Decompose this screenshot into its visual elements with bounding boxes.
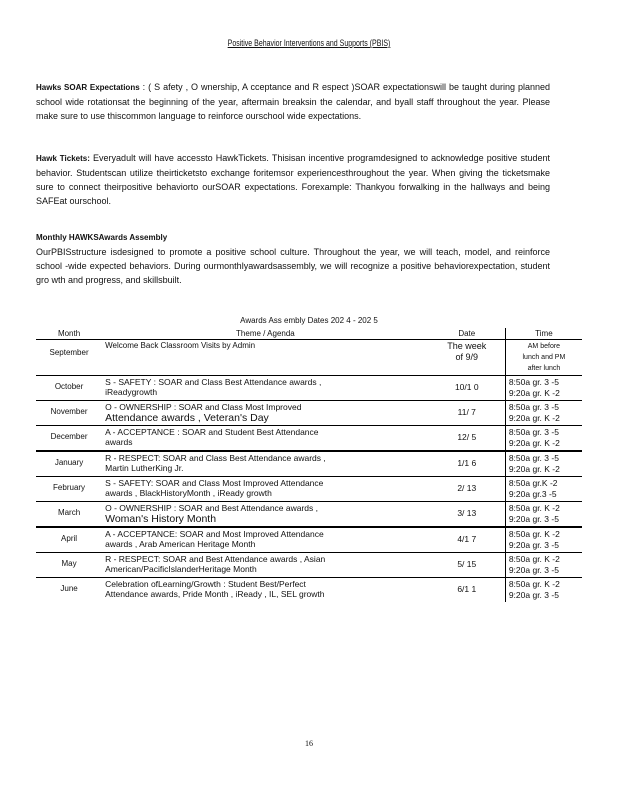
- month-cell: October: [36, 376, 102, 401]
- month-cell: June: [36, 578, 102, 603]
- time-line: 8:50a gr. K -2: [508, 503, 560, 513]
- tickets-text: Everyadult will have accessto HawkTickets. Thisisan incentive programdesigned to acknowledge positive student behavior. Studentscan utilize theirticketsto exchange foritemsor experiencesthroughout the year. When giving the ticketsmake sure to connect theirpositive behaviorto ourSOAR expectations. Forexample: Thankyou forwalking in the hallways and being SAFEat ourschool.: [36, 153, 550, 206]
- theme-line: S - SAFETY: SOAR and Class Most Improved Attendance: [105, 478, 324, 488]
- time-line: 9:20a gr. K -2: [508, 388, 560, 398]
- time-cell: [505, 376, 582, 401]
- expectations-paragraph: [36, 80, 550, 123]
- time-line: 8:50a gr.K -2: [508, 478, 558, 488]
- time-line: 9:20a gr. 3 -5: [508, 514, 559, 524]
- month-cell: February: [36, 477, 102, 502]
- time-line: 9:20a gr. K -2: [508, 413, 560, 423]
- time-cell: [505, 401, 582, 426]
- theme-line: awards , Arab American Heritage Month: [105, 539, 256, 549]
- month-cell: November: [36, 401, 102, 426]
- theme-line: R - RESPECT: SOAR and Class Best Attendance awards ,: [105, 453, 326, 463]
- theme-cell: [102, 553, 429, 578]
- theme-line: American/PacificIslanderHeritage Month: [105, 564, 257, 574]
- expectations-label: Hawks SOAR Expectations: [36, 83, 140, 92]
- theme-cell: [102, 477, 429, 502]
- theme-line: A - ACCEPTANCE: SOAR and Most Improved Attendance: [105, 529, 324, 539]
- table-row: [36, 578, 582, 603]
- date-cell: 6/1 1: [429, 578, 506, 603]
- time-line: 9:20a gr. 3 -5: [508, 565, 559, 575]
- theme-line: awards , BlackHistoryMonth , iReady growth: [105, 488, 272, 498]
- theme-line: Attendance awards, Pride Month , iReady , IL, SEL growth: [105, 589, 325, 599]
- table-row: [36, 426, 582, 452]
- theme-cell: [102, 578, 429, 603]
- header-month: Month: [36, 328, 102, 340]
- table-row: [36, 553, 582, 578]
- table-row: [36, 340, 582, 376]
- time-cell: [505, 578, 582, 603]
- theme-line: iReadygrowth: [105, 387, 158, 397]
- date-cell: 4/1 7: [429, 527, 506, 553]
- date-cell: 5/ 15: [429, 553, 506, 578]
- expectations-text: : ( S afety , O wnership, A cceptance and R espect )SOAR expectationswill be taught during planned school wide rotationsat the beginning of the year, aftermain breaksin the calendar, and byall staff throughout the year. Please make sure to use thiscommon language to reinforce ourschool wide expectations.: [36, 82, 550, 121]
- theme-line: R - RESPECT: SOAR and Best Attendance awards , Asian: [105, 554, 326, 564]
- table-title: Awards Ass embly Dates 202 4 - 202 5: [240, 316, 378, 325]
- time-cell: [505, 426, 582, 452]
- tickets-paragraph: [36, 151, 550, 208]
- date-cell: 3/ 13: [429, 502, 506, 528]
- theme-line: A - ACCEPTANCE : SOAR and Student Best Attendance: [105, 427, 319, 437]
- theme-cell: [102, 426, 429, 452]
- time-line: 9:20a gr.3 -5: [508, 489, 557, 499]
- page-number: 16: [305, 739, 313, 748]
- page-title: Positive Behavior Interventions and Supports (PBIS): [227, 38, 391, 48]
- date-cell: 12/ 5: [429, 426, 506, 452]
- date-line: The week: [447, 341, 487, 351]
- date-cell: [429, 340, 506, 376]
- theme-cell: Welcome Back Classroom Visits by Admin: [105, 341, 256, 350]
- assembly-text: OurPBISstructure isdesigned to promote a positive school culture. Throughout the year, we will teach, model, and reinforce school -wide expected behaviors. During ourmonthlyawardsassembly, we will recognize a positive behaviorexpectation, student gro wth and progress, and skillsbuilt.: [36, 247, 550, 285]
- time-cell: [505, 451, 582, 477]
- time-line: 8:50a gr. 3 -5: [508, 453, 559, 463]
- table-row: [36, 376, 582, 401]
- assembly-label: Monthly HAWKSAwards Assembly: [36, 233, 168, 242]
- month-cell: March: [36, 502, 102, 528]
- time-cell: [505, 477, 582, 502]
- time-line: 8:50a gr. K -2: [508, 529, 560, 539]
- theme-cell: [102, 451, 429, 477]
- time-line: 9:20a gr. 3 -5: [508, 590, 559, 600]
- header-time: Time: [505, 328, 582, 340]
- theme-line: Celebration ofLearning/Growth : Student Best/Perfect: [105, 579, 306, 589]
- time-cell: [505, 340, 582, 376]
- time-line: lunch and PM: [522, 354, 566, 361]
- time-line: 9:20a gr. K -2: [508, 438, 560, 448]
- table-row: [36, 527, 582, 553]
- theme-cell: [102, 502, 429, 528]
- month-cell: December: [36, 426, 102, 452]
- theme-line: Woman's History Month: [105, 513, 217, 525]
- date-cell: 11/ 7: [429, 401, 506, 426]
- theme-line: Martin LutherKing Jr.: [105, 463, 184, 473]
- assembly-dates-table: [36, 328, 582, 602]
- assembly-paragraph: [36, 230, 550, 287]
- tickets-label: Hawk Tickets:: [36, 154, 90, 163]
- month-cell: January: [36, 451, 102, 477]
- time-line: 9:20a gr. K -2: [508, 464, 560, 474]
- time-line: 8:50a gr. K -2: [508, 579, 560, 589]
- theme-line: awards: [105, 437, 133, 447]
- date-cell: 2/ 13: [429, 477, 506, 502]
- date-cell: 1/1 6: [429, 451, 506, 477]
- theme-cell: [102, 527, 429, 553]
- date-cell: 10/1 0: [429, 376, 506, 401]
- time-line: 8:50a gr. 3 -5: [508, 427, 559, 437]
- time-line: 8:50a gr. K -2: [508, 554, 560, 564]
- month-cell: September: [49, 348, 89, 357]
- time-cell: [505, 527, 582, 553]
- time-line: 8:50a gr. 3 -5: [508, 377, 559, 387]
- table-row: [36, 502, 582, 528]
- theme-cell: [102, 401, 429, 426]
- theme-cell: [102, 376, 429, 401]
- theme-line: S - SAFETY : SOAR and Class Best Attendance awards ,: [105, 377, 322, 387]
- table-row: [36, 401, 582, 426]
- time-line: 9:20a gr. 3 -5: [508, 540, 559, 550]
- month-cell: May: [36, 553, 102, 578]
- time-line: 8:50a gr. 3 -5: [508, 402, 559, 412]
- time-cell: [505, 553, 582, 578]
- time-line: AM before: [527, 343, 561, 350]
- table-row: [36, 451, 582, 477]
- table-row: [36, 477, 582, 502]
- time-cell: [505, 502, 582, 528]
- time-line: after lunch: [527, 365, 561, 372]
- theme-line: Attendance awards , Veteran's Day: [105, 412, 269, 424]
- month-cell: April: [36, 527, 102, 553]
- theme-line: O - OWNERSHIP : SOAR and Class Most Improved: [105, 402, 302, 412]
- theme-line: O - OWNERSHIP : SOAR and Best Attendance awards ,: [105, 503, 319, 513]
- header-theme: Theme / Agenda: [102, 328, 429, 340]
- date-line: of 9/9: [455, 352, 479, 362]
- header-date: Date: [429, 328, 506, 340]
